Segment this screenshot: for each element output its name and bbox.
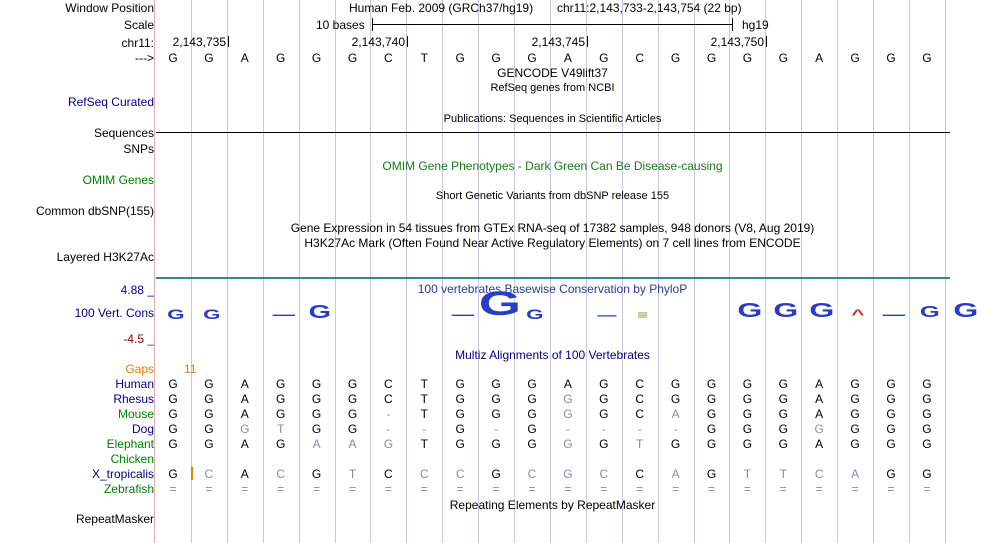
alignment-base: = xyxy=(205,482,213,496)
alignment-base: = xyxy=(707,482,715,496)
coordinate-label: 2,143,745 xyxy=(531,35,585,49)
publications-track-title[interactable]: Publications: Sequences in Scientific Articles xyxy=(443,113,662,125)
alignment-base: = xyxy=(313,482,321,496)
alignment-base: G xyxy=(563,407,573,421)
alignment-base: G xyxy=(563,437,573,451)
alignment-base: G xyxy=(168,377,178,391)
coordinate-label: 2,143,735 xyxy=(172,35,226,49)
sequence-base: A xyxy=(815,51,824,65)
alignment-base: G xyxy=(922,407,932,421)
alignment-base: - xyxy=(494,422,499,436)
alignment-base: G xyxy=(491,467,501,481)
alignment-base: A xyxy=(240,392,249,406)
alignment-base: C xyxy=(635,407,645,421)
alignment-base: - xyxy=(565,422,570,436)
sequences-track-label[interactable]: Sequences xyxy=(93,126,154,140)
sequence-base: G xyxy=(311,51,322,65)
alignment-base: - xyxy=(422,422,427,436)
alignment-base: G xyxy=(742,392,753,406)
alignment-base: G xyxy=(311,467,322,481)
alignment-base: A xyxy=(815,392,824,406)
gtex-track-title[interactable]: Gene Expression in 54 tissues from GTEx RNA-seq of 17382 samples, 948 donors (V8, Aug 2019) xyxy=(290,221,815,235)
alignment-base: G xyxy=(922,437,932,451)
alignment-base: G xyxy=(491,407,501,421)
alignment-base: - xyxy=(673,422,678,436)
alignment-base: G xyxy=(204,422,214,436)
alignment-base: G xyxy=(706,437,717,451)
alignment-base: G xyxy=(563,392,573,406)
alignment-base: G xyxy=(455,377,465,391)
chrom-label: chr11: xyxy=(121,36,154,50)
alignment-base: G xyxy=(778,377,788,391)
alignment-base: G xyxy=(922,467,932,481)
sequence-base: G xyxy=(742,51,753,65)
sequence-base: G xyxy=(491,51,501,65)
alignment-base: G xyxy=(527,392,537,406)
alignment-base: G xyxy=(527,422,537,436)
alignment-base: G xyxy=(814,422,824,436)
alignment-base: = xyxy=(384,482,392,496)
position-readout: chr11:2,143,733-2,143,754 (22 bp) xyxy=(557,1,742,15)
alignment-base: G xyxy=(563,467,573,481)
alignment-base: G xyxy=(527,407,537,421)
sequence-base: C xyxy=(384,51,393,65)
h3k27ac-separator xyxy=(156,277,950,279)
alignment-base: G xyxy=(742,407,753,421)
alignment-base: A xyxy=(240,437,249,451)
conservation-letter: G xyxy=(919,304,939,321)
alignment-base: T xyxy=(743,467,752,481)
coordinate-label: 2,143,750 xyxy=(710,35,764,49)
alignment-base: = xyxy=(169,482,177,496)
sequence-base: G xyxy=(670,51,681,65)
alignment-base: G xyxy=(204,407,214,421)
alignment-base: C xyxy=(527,467,537,481)
sequence-base: A xyxy=(240,51,249,65)
alignment-base: G xyxy=(491,392,501,406)
alignment-base: G xyxy=(455,422,465,436)
alignment-base: = xyxy=(779,482,787,496)
alignment-base: A xyxy=(815,407,824,421)
alignment-base: A xyxy=(240,467,249,481)
alignment-base: = xyxy=(636,482,644,496)
alignment-base: G xyxy=(168,467,178,481)
alignment-base: G xyxy=(168,407,178,421)
species-label[interactable]: Human xyxy=(115,377,154,391)
sequence-base: G xyxy=(778,51,788,65)
alignment-base: G xyxy=(850,377,860,391)
conservation-letter: G xyxy=(167,306,183,322)
alignment-base: C xyxy=(635,392,645,406)
alignment-base: C xyxy=(814,467,824,481)
alignment-base: = xyxy=(420,482,428,496)
repeatmasker-track-label[interactable]: RepeatMasker xyxy=(75,512,154,526)
alignment-base: A xyxy=(348,437,357,451)
conservation-letter: G xyxy=(809,300,833,322)
alignment-base: T xyxy=(277,422,285,436)
alignment-base: C xyxy=(455,467,465,481)
alignment-base: G xyxy=(742,437,753,451)
alignment-base: G xyxy=(276,407,286,421)
refseq-subtitle: RefSeq genes from NCBI xyxy=(490,82,615,94)
sequence-base: G xyxy=(886,51,896,65)
alignment-base: = xyxy=(815,482,823,496)
alignment-base: G xyxy=(347,377,358,391)
sequence-base: G xyxy=(922,51,932,65)
h3k27ac-track-label[interactable]: Layered H3K27Ac xyxy=(56,250,154,264)
alignment-base: G xyxy=(599,437,609,451)
alignment-base: - xyxy=(601,422,606,436)
alignment-base: A xyxy=(240,377,249,391)
gencode-track-title[interactable]: GENCODE V49lift37 xyxy=(497,66,608,80)
alignment-base: G xyxy=(311,407,322,421)
sequence-base: T xyxy=(420,51,428,65)
conservation-letter: — xyxy=(451,306,473,322)
alignment-base: C xyxy=(276,467,286,481)
alignment-base: - xyxy=(637,422,642,436)
alignment-base: G xyxy=(670,377,681,391)
coordinate-tick xyxy=(228,36,229,47)
conservation-letter: G xyxy=(308,302,329,322)
species-label[interactable]: Rhesus xyxy=(113,392,154,406)
species-label[interactable]: X_tropicalis xyxy=(91,467,154,481)
sequence-base: G xyxy=(850,51,860,65)
alignment-base: C xyxy=(635,467,645,481)
phylop-track-label[interactable]: 100 Vert. Cons xyxy=(74,306,154,320)
alignment-base: G xyxy=(922,392,932,406)
alignment-base: = xyxy=(528,482,536,496)
alignment-base: G xyxy=(778,407,788,421)
alignment-base: G xyxy=(276,377,286,391)
alignment-base: G xyxy=(778,422,788,436)
conservation-letter: ^ xyxy=(851,306,863,322)
alignment-base: G xyxy=(491,437,501,451)
coordinate-tick xyxy=(587,36,588,47)
alignment-base: T xyxy=(636,437,644,451)
alignment-base: G xyxy=(204,437,214,451)
species-label[interactable]: Zebrafish xyxy=(103,482,154,496)
sequence-base: G xyxy=(527,51,537,65)
scale-text: 10 bases xyxy=(316,18,365,32)
scale-db: hg19 xyxy=(742,18,769,32)
conservation-letter: — xyxy=(596,308,615,322)
alignment-base: G xyxy=(240,422,250,436)
insertion-marker xyxy=(191,467,193,480)
omim-track-label[interactable]: OMIM Genes xyxy=(82,173,154,187)
alignment-base: C xyxy=(384,392,393,406)
alignment-base: G xyxy=(527,437,537,451)
conservation-letter: — xyxy=(272,306,294,322)
alignment-base: G xyxy=(347,392,358,406)
alignment-base: G xyxy=(850,392,860,406)
alignment-base: G xyxy=(276,437,286,451)
alignment-base: - xyxy=(386,422,391,436)
refseq-track-label[interactable]: RefSeq Curated xyxy=(67,95,154,109)
multiz-track-title[interactable]: Multiz Alignments of 100 Vertebrates xyxy=(455,348,650,362)
alignment-base: G xyxy=(455,437,465,451)
alignment-base: G xyxy=(168,422,178,436)
alignment-base: T xyxy=(420,377,428,391)
conservation-letter: G xyxy=(526,306,542,322)
sequence-base: G xyxy=(276,51,286,65)
alignment-base: = xyxy=(600,482,608,496)
phylop-track-title[interactable]: 100 vertebrates Basewise Conservation by PhyloP xyxy=(417,282,688,296)
alignment-base: G xyxy=(850,422,860,436)
alignment-base: C xyxy=(419,467,429,481)
alignment-base: G xyxy=(706,377,717,391)
alignment-base: A xyxy=(671,407,680,421)
alignment-base: = xyxy=(492,482,500,496)
assembly-title: Human Feb. 2009 (GRCh37/hg19) xyxy=(349,1,534,15)
species-label[interactable]: Elephant xyxy=(106,437,154,451)
sequence-base: G xyxy=(204,51,214,65)
repeatmasker-track-title[interactable]: Repeating Elements by RepeatMasker xyxy=(449,498,656,512)
phylop-min-label: -4.5 _ xyxy=(123,332,154,346)
alignment-base: = xyxy=(456,482,464,496)
alignment-base: G xyxy=(778,437,788,451)
alignment-base: = xyxy=(277,482,285,496)
alignment-base: G xyxy=(455,392,465,406)
conservation-letter: G xyxy=(478,285,520,323)
alignment-base: G xyxy=(311,422,322,436)
sequence-base: G xyxy=(347,51,358,65)
alignment-base: = xyxy=(241,482,249,496)
window-position-label: Window Position xyxy=(65,1,154,15)
alignment-base: C xyxy=(384,377,393,391)
alignment-base: G xyxy=(850,437,860,451)
alignment-base: G xyxy=(850,407,860,421)
scale-bar xyxy=(372,24,733,25)
alignment-base: G xyxy=(383,437,394,451)
alignment-base: C xyxy=(204,467,214,481)
alignment-base: G xyxy=(922,422,932,436)
alignment-base: G xyxy=(455,407,465,421)
alignment-base: C xyxy=(635,377,645,391)
alignment-base: G xyxy=(599,392,609,406)
sequence-base: G xyxy=(599,51,609,65)
conservation-letter: G xyxy=(953,300,977,322)
scale-label: Scale xyxy=(123,18,154,32)
alignment-base: T xyxy=(779,467,787,481)
alignment-base: G xyxy=(204,392,214,406)
alignment-base: T xyxy=(420,392,428,406)
alignment-base: A xyxy=(240,407,249,421)
alignment-base: T xyxy=(420,437,428,451)
dbsnp-track-label[interactable]: Common dbSNP(155) xyxy=(35,204,154,218)
alignment-base: = xyxy=(851,482,859,496)
alignment-base: G xyxy=(311,377,322,391)
conservation-letter: G xyxy=(737,300,762,322)
scale-bar-left-tick xyxy=(372,18,373,31)
alignment-base: A xyxy=(312,437,321,451)
conservation-letter: — xyxy=(882,306,904,322)
conservation-letter: G xyxy=(202,306,219,322)
alignment-base: G xyxy=(670,437,681,451)
alignment-base: G xyxy=(527,377,537,391)
alignment-base: = xyxy=(348,482,356,496)
alignment-base: G xyxy=(347,422,358,436)
sequence-base: G xyxy=(455,51,465,65)
alignment-base: A xyxy=(563,377,572,391)
coordinate-tick xyxy=(407,36,408,47)
alignment-base: T xyxy=(348,467,357,481)
alignment-base: = xyxy=(564,482,572,496)
alignment-base: G xyxy=(311,392,322,406)
alignment-base: T xyxy=(420,407,428,421)
alignment-base: G xyxy=(886,392,896,406)
alignment-base: A xyxy=(851,467,860,481)
alignment-base: = xyxy=(743,482,751,496)
alignment-base: G xyxy=(491,377,501,391)
sequence-base: A xyxy=(563,51,572,65)
coordinate-label: 2,143,740 xyxy=(351,35,405,49)
strand-label: ---> xyxy=(135,51,154,65)
alignment-base: G xyxy=(670,392,681,406)
alignment-base: G xyxy=(706,422,717,436)
alignment-base: = xyxy=(672,482,680,496)
alignment-base: = xyxy=(887,482,895,496)
alignment-base: G xyxy=(886,377,896,391)
alignment-base: G xyxy=(276,392,286,406)
conservation-letter: ≡ xyxy=(636,308,647,322)
alignment-base: G xyxy=(778,392,788,406)
conservation-letter: G xyxy=(773,300,797,322)
alignment-base: G xyxy=(886,422,896,436)
alignment-base: G xyxy=(168,437,178,451)
alignment-base: - xyxy=(386,407,391,421)
alignment-base: A xyxy=(815,437,824,451)
coordinate-tick xyxy=(766,36,767,47)
alignment-base: A xyxy=(815,377,824,391)
scale-bar-right-tick xyxy=(732,18,733,31)
alignment-base: G xyxy=(886,437,896,451)
species-label[interactable]: Chicken xyxy=(110,452,154,466)
alignment-base: G xyxy=(886,407,896,421)
sequence-base: G xyxy=(706,51,717,65)
alignment-base: G xyxy=(706,407,717,421)
alignment-base: C xyxy=(599,467,609,481)
alignment-base: = xyxy=(923,482,931,496)
alignment-base: G xyxy=(706,467,717,481)
gaps-label: Gaps xyxy=(125,362,154,376)
sequences-separator xyxy=(156,132,950,133)
gaps-count: 11 xyxy=(184,362,197,376)
alignment-base: G xyxy=(204,377,214,391)
alignment-base: G xyxy=(706,392,717,406)
alignment-base: G xyxy=(742,377,753,391)
h3k27ac-track-title[interactable]: H3K27Ac Mark (Often Found Near Active Regulatory Elements) on 7 cell lines from ENCODE xyxy=(304,236,801,250)
alignment-base: C xyxy=(384,467,393,481)
alignment-base: A xyxy=(671,467,680,481)
alignment-base: G xyxy=(347,407,358,421)
dbsnp-track-title[interactable]: Short Genetic Variants from dbSNP release 155 xyxy=(435,190,670,202)
alignment-base: G xyxy=(599,377,609,391)
alignment-base: G xyxy=(599,407,609,421)
omim-track-title[interactable]: OMIM Gene Phenotypes - Dark Green Can Be Disease-causing xyxy=(382,159,723,173)
alignment-base: G xyxy=(742,422,753,436)
phylop-max-label: 4.88 _ xyxy=(120,283,154,297)
sequence-base: G xyxy=(168,51,178,65)
alignment-base: G xyxy=(168,392,178,406)
sequence-base: C xyxy=(635,51,645,65)
snps-track-label[interactable]: SNPs xyxy=(123,142,154,156)
alignment-base: G xyxy=(922,377,932,391)
species-label[interactable]: Mouse xyxy=(117,407,154,421)
species-label[interactable]: Dog xyxy=(131,422,154,436)
alignment-base: G xyxy=(886,467,896,481)
